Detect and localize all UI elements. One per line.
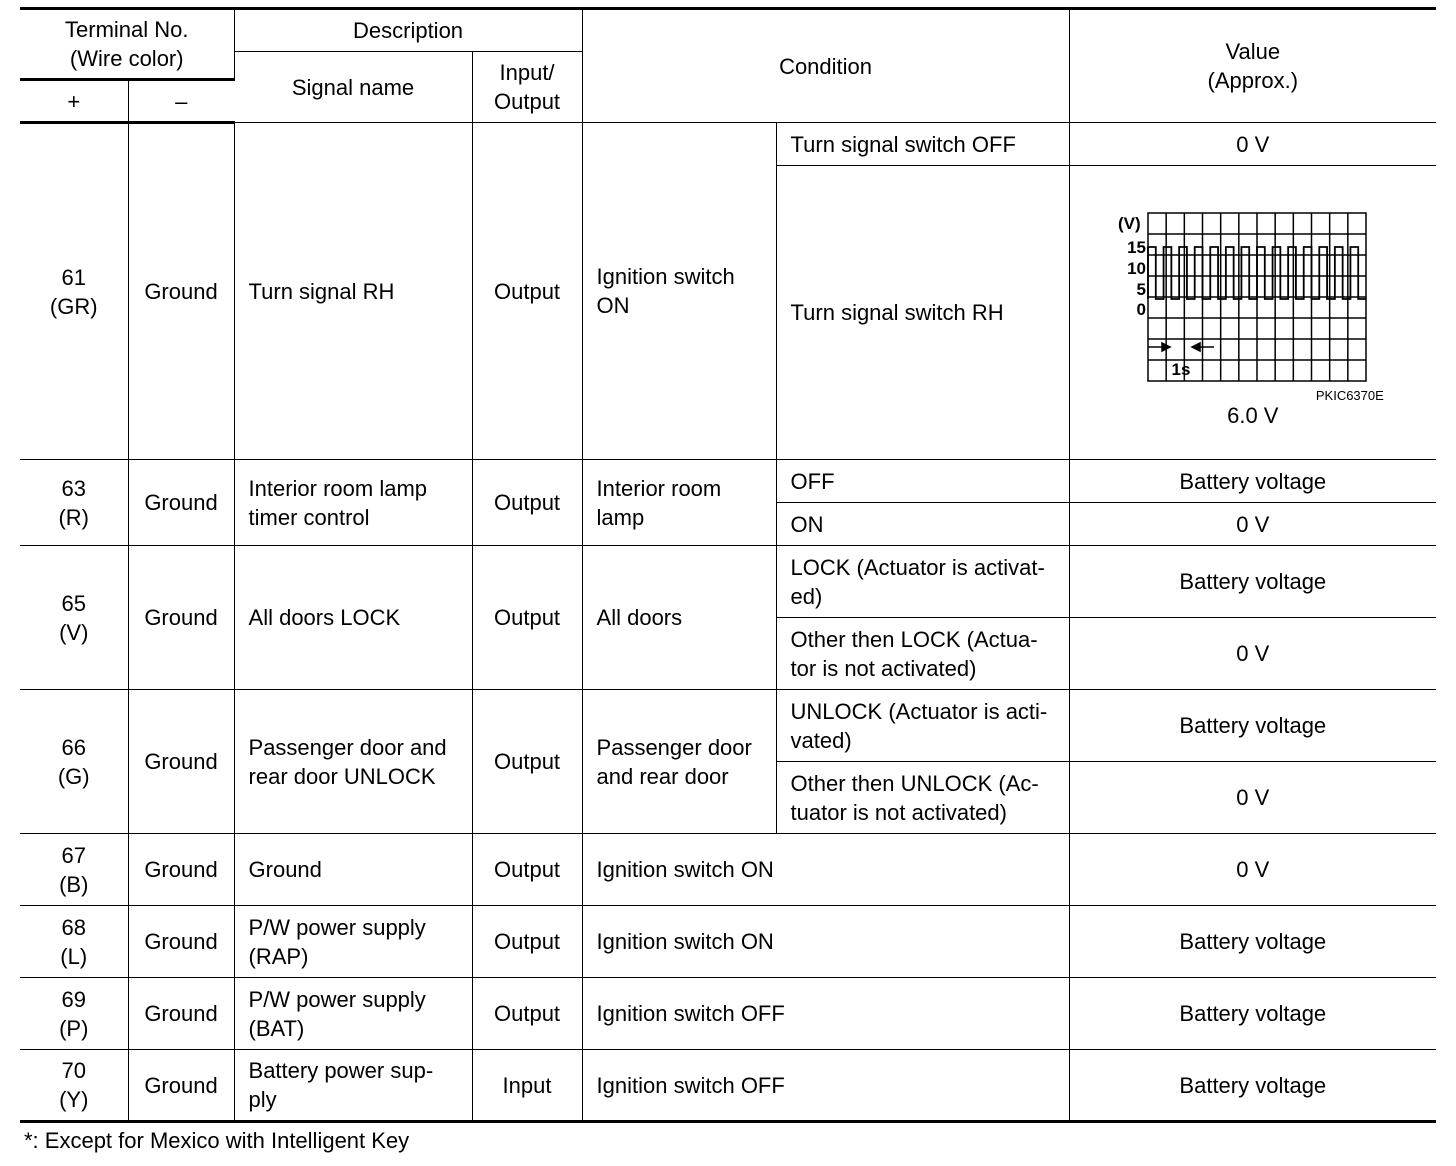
ground-cell: Ground [128,690,234,834]
io-cell: Output [472,546,582,690]
ground-cell: Ground [128,906,234,978]
sub-condition-cell: LOCK (Actuator is activat- ed) [776,546,1069,618]
condition-cell: Ignition switch ON [582,834,1069,906]
terminal-cell: 69 (P) [20,978,128,1050]
terminal-cell: 63 (R) [20,460,128,546]
header-terminal-no: Terminal No. (Wire color) [20,9,234,80]
sub-condition-cell: Other then LOCK (Actua- tor is not activated) [776,618,1069,690]
figure-id: PKIC6370E [1315,388,1384,403]
time-span-label: 1s [1171,360,1191,379]
io-cell: Output [472,123,582,460]
io-cell: Output [472,978,582,1050]
waveform-value-cell [1069,166,1436,460]
waveform-tick-label: 0 [1136,300,1146,319]
value-cell: 0 V [1069,618,1436,690]
value-cell: 0 V [1069,762,1436,834]
sub-condition-cell: Turn signal switch OFF [776,123,1069,166]
value-cell: Battery voltage [1069,906,1436,978]
sub-condition-cell: Turn signal switch RH [776,166,1069,460]
footnote: *: Except for Mexico with Intelligent Key [24,1128,410,1153]
time-span-marker [1148,343,1214,351]
header-plus: + [20,80,128,123]
condition-cell: Ignition switch ON [582,906,1069,978]
terminal-cell: 66 (G) [20,690,128,834]
sub-condition-cell: OFF [776,460,1069,503]
value-label: 6.0 V [1227,403,1279,428]
condition-cell: Ignition switch OFF [582,1050,1069,1122]
condition-cell: All doors [582,546,776,690]
condition-cell: Interior room lamp [582,460,776,546]
terminal-cell: 61 (GR) [20,123,128,460]
signal-name-cell: P/W power supply (BAT) [234,978,472,1050]
turn-signal-waveform [1108,195,1398,430]
header-signal-name: Signal name [234,52,472,123]
ground-cell: Ground [128,546,234,690]
header-input-output: Input/ Output [472,52,582,123]
value-cell: Battery voltage [1069,546,1436,618]
value-cell: 0 V [1069,834,1436,906]
signal-name-cell: Battery power sup- ply [234,1050,472,1122]
sub-condition-cell: ON [776,503,1069,546]
ground-cell: Ground [128,834,234,906]
waveform-tick-label: 10 [1126,259,1146,278]
value-cell: Battery voltage [1069,460,1436,503]
ground-cell: Ground [128,1050,234,1122]
value-cell: Battery voltage [1069,1050,1436,1122]
ground-cell: Ground [128,460,234,546]
sub-condition-cell: UNLOCK (Actuator is acti- vated) [776,690,1069,762]
terminal-spec-table [20,7,1436,1123]
value-cell: 0 V [1069,503,1436,546]
signal-name-cell: Turn signal RH [234,123,472,460]
value-cell: Battery voltage [1069,978,1436,1050]
terminal-cell: 68 (L) [20,906,128,978]
waveform-tick-label: 5 [1136,280,1146,299]
ground-cell: Ground [128,123,234,460]
header-description: Description [234,9,582,52]
value-cell: Battery voltage [1069,690,1436,762]
value-cell: 0 V [1069,123,1436,166]
header-minus: – [128,80,234,123]
io-cell: Output [472,834,582,906]
signal-name-cell: Ground [234,834,472,906]
signal-name-cell: All doors LOCK [234,546,472,690]
condition-cell: Ignition switch OFF [582,978,1069,1050]
signal-name-cell: Passenger door and rear door UNLOCK [234,690,472,834]
io-cell: Output [472,906,582,978]
io-cell: Output [472,690,582,834]
waveform-tick-label: 15 [1126,238,1146,257]
condition-cell: Passenger door and rear door [582,690,776,834]
io-cell: Input [472,1050,582,1122]
waveform-graph [1108,195,1398,395]
condition-cell: Ignition switch ON [582,123,776,460]
terminal-cell: 65 (V) [20,546,128,690]
terminal-cell: 67 (B) [20,834,128,906]
ground-cell: Ground [128,978,234,1050]
header-value: Value (Approx.) [1069,9,1436,123]
signal-name-cell: Interior room lamp timer control [234,460,472,546]
header-condition: Condition [582,9,1069,123]
sub-condition-cell: Other then UNLOCK (Ac- tuator is not activated) [776,762,1069,834]
io-cell: Output [472,460,582,546]
terminal-cell: 70 (Y) [20,1050,128,1122]
signal-name-cell: P/W power supply (RAP) [234,906,472,978]
waveform-unit-label: (V) [1117,214,1141,233]
